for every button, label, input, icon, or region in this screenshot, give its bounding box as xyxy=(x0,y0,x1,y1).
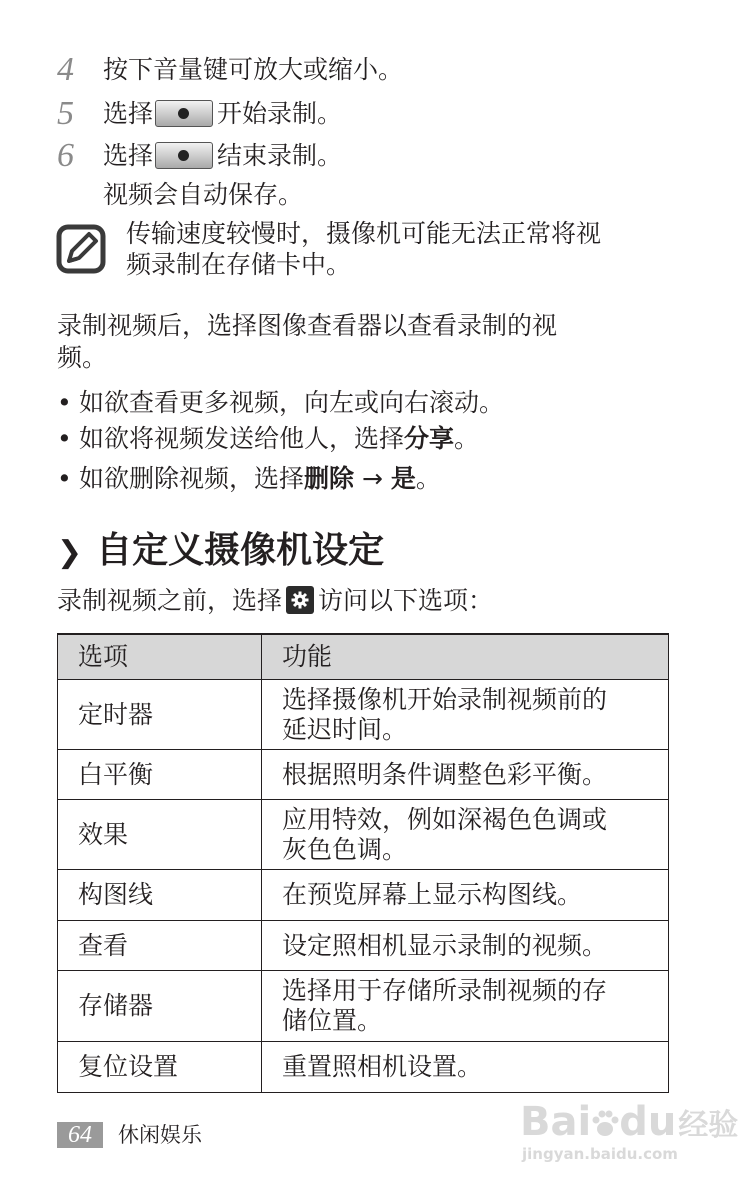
function-cell xyxy=(262,800,669,870)
option-cell: 构图线 xyxy=(58,870,262,921)
function-line: 根据照明条件调整色彩平衡。 xyxy=(282,759,608,789)
page-number: 64 xyxy=(57,1122,103,1148)
watermark-url: jingyan.baidu.com xyxy=(522,1145,678,1163)
function-line: 在预览屏幕上显示构图线。 xyxy=(282,880,583,909)
bullet-item xyxy=(57,424,479,454)
paw-icon xyxy=(591,1104,619,1134)
chapter-label: 休闲娱乐 xyxy=(118,1123,202,1147)
note-line: 传输速度较慢时，摄像机可能无法正常将视 xyxy=(126,219,602,248)
bullet-tail: 。 xyxy=(454,424,480,453)
step-extra-text: 视频会自动保存。 xyxy=(103,180,304,209)
step-text-post: 开始录制。 xyxy=(217,99,343,128)
section-heading xyxy=(57,530,384,574)
step-text-pre: 选择 xyxy=(103,141,154,170)
bullet-text: 如欲删除视频，选择 xyxy=(79,464,305,493)
bullet-dot: • xyxy=(57,388,72,417)
step-text-pre: 选择 xyxy=(103,99,154,128)
options-table xyxy=(57,633,669,1093)
watermark-brand-2: du xyxy=(619,1099,677,1145)
step-text xyxy=(103,99,342,129)
section-title: 自定义摄像机设定 xyxy=(96,530,385,571)
function-line: 选择用于存储所录制视频的存 xyxy=(282,976,608,1005)
bullet-text: 如欲将视频发送给他人，选择 xyxy=(79,424,405,453)
option-cell: 存储器 xyxy=(58,971,262,1042)
function-line: 设定照相机显示录制的视频。 xyxy=(282,930,608,960)
bullet-bold-term: 是 xyxy=(390,464,416,493)
table-row xyxy=(58,971,669,1042)
bullet-item xyxy=(57,388,504,418)
step-text-post: 结束录制。 xyxy=(217,141,343,170)
step-number: 5 xyxy=(57,95,74,132)
option-cell: 复位设置 xyxy=(58,1042,262,1093)
section-intro-pre: 录制视频之前，选择 xyxy=(57,586,283,615)
table-row xyxy=(58,800,669,870)
bullet-tail: 。 xyxy=(415,464,441,493)
step-number: 6 xyxy=(57,137,74,174)
table-row xyxy=(58,870,669,921)
watermark-brand: Bai xyxy=(520,1099,592,1145)
section-intro xyxy=(57,586,493,616)
function-line: 重置照相机设置。 xyxy=(282,1052,483,1081)
chevron-right-icon: ❯ xyxy=(57,535,83,570)
function-line: 选择摄像机开始录制视频前的 xyxy=(282,684,608,714)
bullet-dot: • xyxy=(57,464,72,493)
paragraph-line: 频。 xyxy=(57,343,108,372)
stop-button-icon xyxy=(155,142,213,169)
function-cell xyxy=(262,750,669,800)
header-option: 选项 xyxy=(58,634,262,680)
function-cell xyxy=(262,870,669,921)
function-cell xyxy=(262,971,669,1042)
paragraph-line: 录制视频后，选择图像查看器以查看录制的视 xyxy=(57,311,558,340)
section-intro-post: 访问以下选项： xyxy=(318,586,494,615)
bullet-dot: • xyxy=(57,424,72,453)
option-cell: 定时器 xyxy=(58,680,262,750)
function-line: 延迟时间。 xyxy=(282,714,408,744)
option-cell: 白平衡 xyxy=(58,750,262,800)
function-cell xyxy=(262,921,669,971)
function-line: 灰色色调。 xyxy=(282,834,408,864)
note-pencil-icon xyxy=(56,224,106,274)
watermark-brand-cn: 经验 xyxy=(678,1108,738,1143)
header-function: 功能 xyxy=(262,634,669,680)
function-cell xyxy=(262,1042,669,1093)
bullet-text: 如欲查看更多视频，向左或向右滚动。 xyxy=(79,388,505,417)
option-cell: 查看 xyxy=(58,921,262,971)
table-row xyxy=(58,921,669,971)
function-line: 应用特效，例如深褐色色调或 xyxy=(282,804,608,834)
record-button-icon xyxy=(155,100,213,127)
bullet-bold-term: 分享 xyxy=(404,424,455,453)
bullet-bold-term: 删除 xyxy=(304,464,355,493)
table-row xyxy=(58,680,669,750)
step-number: 4 xyxy=(57,51,74,88)
note-line: 频录制在存储卡中。 xyxy=(126,250,352,279)
step-text: 按下音量键可放大或缩小。 xyxy=(103,55,404,84)
table-header-row xyxy=(58,634,669,680)
function-line: 储位置。 xyxy=(282,1006,383,1035)
bullet-arrow: → xyxy=(354,464,391,493)
table-row xyxy=(58,750,669,800)
gear-icon xyxy=(286,586,314,614)
bullet-item xyxy=(57,464,441,494)
option-cell: 效果 xyxy=(58,800,262,870)
table-row xyxy=(58,1042,669,1093)
baidu-watermark xyxy=(520,1086,738,1186)
function-cell xyxy=(262,680,669,750)
step-text xyxy=(103,141,342,171)
